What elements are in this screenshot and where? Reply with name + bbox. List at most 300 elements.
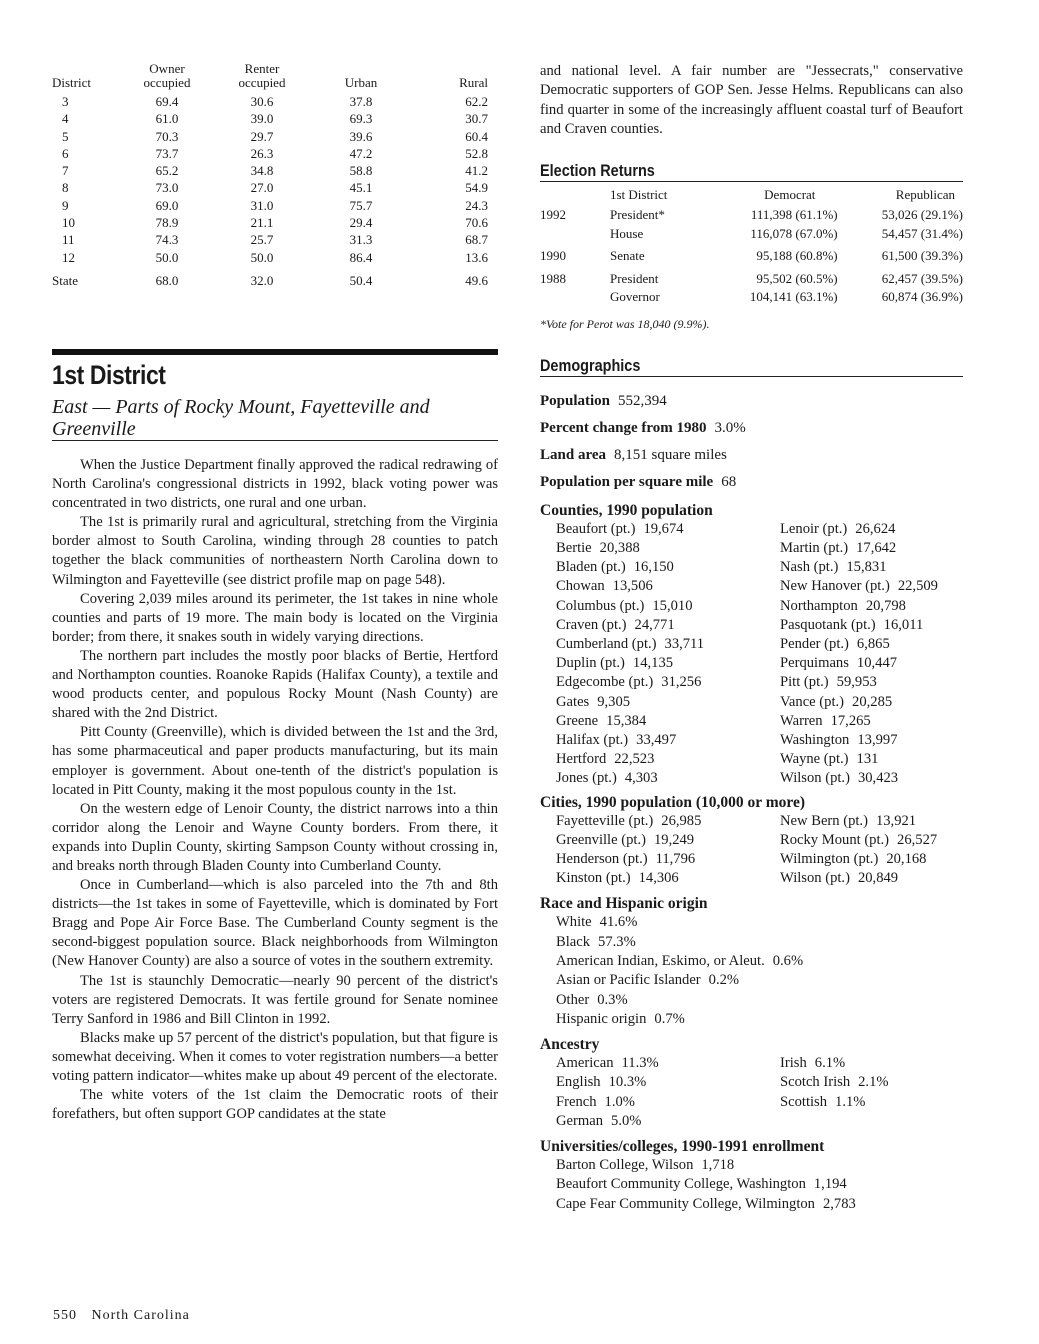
republican-result: 60,874 (36.9%) bbox=[881, 289, 963, 305]
county-item bbox=[556, 539, 780, 558]
housing-cell: 70.3 bbox=[155, 128, 179, 144]
county-item-value: 20,388 bbox=[599, 539, 640, 556]
universities-list bbox=[540, 1156, 963, 1214]
universities-heading: Universities/colleges, 1990-1991 enrollment bbox=[540, 1137, 825, 1155]
county-item bbox=[780, 673, 980, 692]
election-row bbox=[540, 288, 963, 307]
county-item-value: 9,305 bbox=[597, 693, 631, 710]
city-item-name: New Bern (pt.) bbox=[780, 812, 868, 829]
county-item bbox=[556, 750, 780, 769]
county-item-value: 16,150 bbox=[633, 559, 674, 576]
housing-cell: 29.7 bbox=[250, 128, 274, 144]
election-header-republican: Republican bbox=[895, 187, 955, 203]
housing-cell: 11 bbox=[62, 232, 75, 248]
county-item bbox=[780, 597, 980, 616]
housing-cell: 29.4 bbox=[349, 215, 373, 231]
housing-cell: 31.0 bbox=[250, 197, 274, 213]
county-item-name: Gates bbox=[556, 693, 590, 710]
democrat-result: 111,398 (61.1%) bbox=[750, 207, 838, 223]
ancestry-item-value: 6.1% bbox=[814, 1055, 846, 1072]
race-heading: Race and Hispanic origin bbox=[540, 895, 708, 913]
county-item-name: New Hanover (pt.) bbox=[780, 578, 890, 595]
election-header-year bbox=[540, 182, 610, 206]
housing-cell: 9 bbox=[62, 197, 69, 213]
ancestry-item bbox=[556, 1073, 780, 1092]
housing-row bbox=[52, 214, 498, 231]
city-item-name: Fayetteville (pt.) bbox=[556, 812, 654, 829]
demographics-section bbox=[540, 356, 963, 1214]
election-office: Senate bbox=[610, 248, 645, 264]
housing-cell: 52.8 bbox=[465, 145, 488, 161]
ancestry-item-name: Irish bbox=[780, 1055, 807, 1072]
housing-cell: 7 bbox=[62, 163, 69, 179]
county-item-value: 17,642 bbox=[856, 539, 897, 556]
district-subtitle: East — Parts of Rocky Mount, Fayetteville and Greenville bbox=[52, 396, 430, 440]
housing-row bbox=[52, 128, 498, 145]
county-item bbox=[556, 673, 780, 692]
demographics-heading: Demographics bbox=[540, 355, 641, 375]
republican-result: 54,457 (31.4%) bbox=[881, 225, 963, 241]
county-item-name: Halifax (pt.) bbox=[556, 731, 629, 748]
county-item bbox=[556, 616, 780, 635]
county-item-name: Beaufort (pt.) bbox=[556, 520, 636, 537]
democrat-result: 116,078 (67.0%) bbox=[750, 225, 838, 241]
ancestry-list bbox=[540, 1054, 963, 1131]
district-title: 1st District bbox=[52, 360, 166, 390]
housing-cell: 24.3 bbox=[465, 197, 488, 213]
race-item bbox=[556, 971, 963, 990]
housing-cell: 60.4 bbox=[465, 128, 488, 144]
county-item-name: Wilson (pt.) bbox=[780, 770, 850, 787]
housing-cell: 54.9 bbox=[465, 180, 488, 196]
housing-cell: 39.0 bbox=[250, 111, 274, 127]
housing-cell: 8 bbox=[62, 180, 69, 196]
election-header-district: 1st District bbox=[610, 187, 668, 203]
housing-cell: 45.1 bbox=[349, 180, 373, 196]
housing-cell: 65.2 bbox=[155, 163, 179, 179]
county-item bbox=[556, 731, 780, 750]
race-item-name: Other bbox=[556, 991, 590, 1008]
housing-cell: 34.8 bbox=[250, 163, 274, 179]
housing-cell: 73.0 bbox=[155, 180, 179, 196]
democrat-result: 95,188 (60.8%) bbox=[756, 248, 838, 264]
housing-cell: 13.6 bbox=[465, 249, 488, 265]
race-item-value: 57.3% bbox=[598, 933, 636, 950]
county-item bbox=[780, 712, 980, 731]
city-item-value: 20,168 bbox=[886, 850, 927, 867]
county-item-value: 15,010 bbox=[652, 597, 693, 614]
county-item bbox=[780, 750, 980, 769]
election-office: President* bbox=[610, 207, 665, 223]
race-item-name: Hispanic origin bbox=[556, 1010, 647, 1027]
ancestry-item bbox=[556, 1054, 780, 1073]
county-item bbox=[780, 558, 980, 577]
university-item bbox=[556, 1175, 963, 1194]
ancestry-item bbox=[780, 1073, 980, 1092]
county-item-name: Cumberland (pt.) bbox=[556, 635, 657, 652]
housing-cell: 5 bbox=[62, 128, 69, 144]
election-office: House bbox=[610, 225, 644, 241]
election-year: 1992 bbox=[540, 207, 566, 223]
county-item-value: 13,506 bbox=[612, 578, 653, 595]
county-item-name: Bladen (pt.) bbox=[556, 559, 626, 576]
election-office: President bbox=[610, 270, 659, 286]
ancestry-item-name: Scottish bbox=[780, 1093, 828, 1110]
county-item-value: 24,771 bbox=[634, 616, 675, 633]
cities-list bbox=[540, 812, 963, 889]
county-item-name: Craven (pt.) bbox=[556, 616, 627, 633]
ancestry-item-value: 2.1% bbox=[858, 1074, 889, 1091]
county-item bbox=[780, 769, 980, 788]
county-item-name: Northampton bbox=[780, 597, 858, 614]
body-paragraph: Covering 2,039 miles around its perimeter, the 1st takes in nine whole counties and parts of 19 more. The main body is located on the Virginia border; from there, it snakes south in widely varying directions. bbox=[52, 590, 498, 645]
election-row bbox=[540, 225, 963, 244]
housing-cell: State bbox=[52, 272, 78, 288]
housing-cell: 69.4 bbox=[155, 94, 179, 109]
county-item-name: Columbus (pt.) bbox=[556, 597, 645, 614]
county-item-name: Hertford bbox=[556, 751, 607, 768]
county-item-name: Greene bbox=[556, 712, 599, 729]
county-item-value: 15,831 bbox=[846, 559, 887, 576]
land-area-stat: Land area 8,151 square miles bbox=[540, 446, 727, 463]
city-item bbox=[780, 869, 980, 888]
ancestry-item bbox=[780, 1093, 980, 1112]
county-item bbox=[780, 654, 980, 673]
election-header-row bbox=[540, 182, 963, 206]
race-item-value: 0.3% bbox=[597, 991, 628, 1008]
city-item-value: 19,249 bbox=[653, 831, 695, 848]
perot-footnote: *Vote for Perot was 18,040 (9.9%). bbox=[540, 316, 710, 331]
district-body-text bbox=[52, 456, 498, 1124]
housing-cell: 68.0 bbox=[155, 272, 179, 288]
city-item-name: Rocky Mount (pt.) bbox=[780, 831, 890, 848]
election-office: Governor bbox=[610, 289, 660, 305]
housing-cell: 50.0 bbox=[250, 249, 274, 265]
ancestry-item bbox=[556, 1112, 780, 1131]
housing-row bbox=[52, 197, 498, 214]
university-item-value: 1,718 bbox=[701, 1156, 735, 1173]
election-returns-heading: Election Returns bbox=[540, 161, 655, 181]
housing-row bbox=[52, 162, 498, 179]
election-year bbox=[540, 225, 610, 244]
housing-cell: 69.0 bbox=[155, 197, 179, 213]
county-item-name: Perquimans bbox=[780, 655, 849, 672]
housing-cell: 69.3 bbox=[349, 111, 373, 127]
housing-header-row bbox=[52, 62, 498, 93]
ancestry-item bbox=[780, 1054, 980, 1073]
housing-cell: 31.3 bbox=[349, 232, 373, 248]
university-item bbox=[556, 1195, 963, 1214]
housing-table-container bbox=[52, 62, 498, 289]
housing-cell: 26.3 bbox=[250, 145, 274, 161]
housing-cell: 75.7 bbox=[349, 197, 373, 213]
county-item-name: Edgecombe (pt.) bbox=[556, 674, 654, 691]
body-paragraph: Pitt County (Greenville), which is divided between the 1st and the 3rd, has some pharmaceutical and paper products manufacturing, but its main employer is government. About one-tenth of the district's population is located in Pitt County, making it the most populous county in the 1st. bbox=[52, 724, 498, 798]
race-item-name: Black bbox=[556, 933, 591, 950]
race-item bbox=[556, 913, 963, 932]
housing-row bbox=[52, 93, 498, 110]
county-item-name: Duplin (pt.) bbox=[556, 655, 625, 672]
county-item-value: 31,256 bbox=[661, 674, 702, 691]
header-urban: Urban bbox=[344, 75, 378, 90]
city-item-value: 13,921 bbox=[875, 812, 917, 829]
county-item bbox=[556, 712, 780, 731]
population-stat: Population 552,394 bbox=[540, 392, 667, 409]
housing-row bbox=[52, 231, 498, 248]
election-year bbox=[540, 288, 610, 307]
body-paragraph: Once in Cumberland—which is also parceled into the 7th and 8th districts—the 1st takes in some of Fayetteville, which is dominated by Fort Bragg and Pope Air Force Base. The Cumberland County segment is the second-biggest population source. Black neighborhoods from Wilmington (New Hanover County) are also a source of votes in the southern extremity. bbox=[52, 877, 498, 970]
university-item bbox=[556, 1156, 963, 1175]
housing-cell: 30.6 bbox=[250, 94, 274, 109]
county-item-value: 26,624 bbox=[855, 520, 896, 537]
housing-cell: 21.1 bbox=[250, 215, 274, 231]
ancestry-item-value: 5.0% bbox=[611, 1112, 642, 1129]
city-item-name: Kinston (pt.) bbox=[556, 870, 631, 887]
subtitle-rule bbox=[52, 440, 498, 441]
housing-row bbox=[52, 110, 498, 127]
body-paragraph: On the western edge of Lenoir County, the district narrows into a thin corridor along the Lenoir and Wayne County borders. From there, it expands into Duplin County, skirting Sampson County without crossing in, and breaks north through Bladen County into Cumberland County. bbox=[52, 800, 498, 874]
race-item bbox=[556, 952, 963, 971]
ancestry-item-name: American bbox=[556, 1055, 614, 1072]
county-item-value: 22,523 bbox=[614, 751, 655, 768]
republican-result: 62,457 (39.5%) bbox=[881, 270, 963, 286]
university-item-value: 2,783 bbox=[822, 1195, 856, 1212]
republican-result: 53,026 (29.1%) bbox=[881, 207, 963, 223]
housing-cell: 47.2 bbox=[349, 145, 373, 161]
county-item-name: Nash (pt.) bbox=[780, 559, 839, 576]
ancestry-item-value: 1.0% bbox=[604, 1093, 635, 1110]
county-item-value: 17,265 bbox=[830, 712, 871, 729]
county-item bbox=[556, 597, 780, 616]
republican-result: 61,500 (39.3%) bbox=[881, 248, 963, 264]
continued-paragraph: and national level. A fair number are "Jessecrats," conservative Democratic supporters of GOP Sen. Jesse Helms. Republicans can also find quarter in some of the increasingly affluent coastal turf of Beaufort and Craven counties. bbox=[540, 63, 963, 137]
county-item-value: 22,509 bbox=[897, 578, 938, 595]
county-item-value: 15,384 bbox=[606, 712, 647, 729]
ancestry-item-name: Scotch Irish bbox=[780, 1074, 851, 1091]
county-item-name: Wayne (pt.) bbox=[780, 751, 849, 768]
page-number: 550 bbox=[53, 1308, 77, 1323]
race-item-value: 0.7% bbox=[654, 1010, 685, 1027]
race-item-value: 0.6% bbox=[772, 952, 804, 969]
housing-table bbox=[52, 62, 498, 289]
race-item bbox=[556, 991, 963, 1010]
body-paragraph: The 1st is primarily rural and agricultural, stretching from the Virginia border almost to South Carolina, winding through 28 counties to patch together the black communities of northeastern North Carolina down to Wilmington and Fayetteville (see district profile map on page 548). bbox=[52, 514, 498, 588]
county-item bbox=[556, 769, 780, 788]
page-footer bbox=[53, 1308, 190, 1324]
city-item-value: 26,527 bbox=[897, 831, 938, 848]
ancestry-item-value: 1.1% bbox=[835, 1093, 866, 1110]
university-item-name: Beaufort Community College, Washington bbox=[556, 1176, 806, 1193]
county-item-value: 10,447 bbox=[856, 655, 898, 672]
county-item-value: 30,423 bbox=[857, 770, 899, 787]
city-item bbox=[556, 850, 780, 869]
election-table bbox=[540, 182, 963, 307]
housing-row bbox=[52, 179, 498, 196]
housing-cell: 62.2 bbox=[465, 94, 488, 109]
ancestry-item-value: 10.3% bbox=[608, 1074, 647, 1091]
county-item-value: 19,674 bbox=[643, 520, 684, 537]
county-item bbox=[780, 577, 980, 596]
county-item-name: Warren bbox=[780, 712, 823, 729]
city-item-name: Henderson (pt.) bbox=[556, 850, 648, 867]
housing-cell: 39.6 bbox=[349, 128, 373, 144]
county-item-value: 33,711 bbox=[664, 635, 705, 652]
housing-cell: 68.7 bbox=[465, 232, 488, 248]
county-item-value: 4,303 bbox=[624, 770, 658, 787]
county-item-name: Chowan bbox=[556, 578, 605, 595]
ancestry-item-name: German bbox=[556, 1112, 604, 1129]
housing-cell: 25.7 bbox=[250, 232, 274, 248]
footer-state: North Carolina bbox=[91, 1308, 190, 1323]
county-item-value: 13,997 bbox=[857, 731, 898, 748]
body-paragraph: The 1st is staunchly Democratic—nearly 90 percent of the district's voters are registered Democrats. It was fertile ground for Senate nominee Terry Sanford in 1986 and Bill Clinton in 1992. bbox=[52, 972, 498, 1027]
election-row bbox=[540, 206, 963, 225]
county-item-name: Pender (pt.) bbox=[780, 635, 849, 652]
housing-cell: 10 bbox=[62, 215, 75, 231]
county-item bbox=[556, 654, 780, 673]
race-list bbox=[540, 913, 963, 1029]
housing-cell: 30.7 bbox=[465, 111, 488, 127]
housing-row bbox=[52, 249, 498, 266]
demographics-rule bbox=[540, 376, 963, 377]
city-item-value: 14,306 bbox=[638, 870, 679, 887]
county-item-name: Jones (pt.) bbox=[556, 770, 617, 787]
race-item-name: American Indian, Eskimo, or Aleut. bbox=[556, 952, 765, 969]
counties-list bbox=[540, 520, 963, 789]
county-item bbox=[780, 520, 980, 539]
housing-cell: 61.0 bbox=[155, 111, 179, 127]
body-paragraph: When the Justice Department finally approved the radical redrawing of North Carolina's congressional districts in 1992, black voting power was concentrated in two districts, one rural and one urban. bbox=[52, 457, 498, 512]
race-item bbox=[556, 1010, 963, 1029]
city-item bbox=[780, 831, 980, 850]
city-item-name: Wilson (pt.) bbox=[780, 870, 850, 887]
county-item-value: 131 bbox=[856, 751, 879, 768]
county-item-value: 20,285 bbox=[852, 693, 893, 710]
democrat-result: 104,141 (63.1%) bbox=[749, 289, 838, 305]
header-rural: Rural bbox=[459, 75, 488, 90]
county-item-name: Washington bbox=[780, 731, 850, 748]
county-item-value: 33,497 bbox=[636, 731, 677, 748]
housing-cell: 70.6 bbox=[465, 215, 488, 231]
county-item-value: 14,135 bbox=[632, 655, 674, 672]
density-stat: Population per square mile 68 bbox=[540, 473, 737, 490]
header-renter: Renter occupied bbox=[238, 61, 286, 90]
housing-cell: 49.6 bbox=[465, 272, 488, 288]
county-item bbox=[556, 520, 780, 539]
county-item-name: Lenoir (pt.) bbox=[780, 520, 848, 537]
university-item-name: Barton College, Wilson bbox=[556, 1156, 694, 1173]
right-column bbox=[540, 62, 963, 1214]
election-year: 1988 bbox=[540, 270, 566, 286]
race-item bbox=[556, 933, 963, 952]
county-item-value: 59,953 bbox=[836, 674, 877, 691]
city-item-name: Wilmington (pt.) bbox=[780, 850, 879, 867]
county-item bbox=[780, 635, 980, 654]
city-item-value: 26,985 bbox=[661, 812, 702, 829]
university-item-value: 1,194 bbox=[813, 1176, 847, 1193]
city-item-value: 20,849 bbox=[857, 870, 899, 887]
header-district: District bbox=[52, 75, 91, 90]
county-item bbox=[780, 693, 980, 712]
race-item-value: 41.6% bbox=[599, 914, 638, 931]
race-item-name: Asian or Pacific Islander bbox=[556, 972, 701, 989]
county-item bbox=[556, 577, 780, 596]
county-item bbox=[556, 558, 780, 577]
county-item-value: 16,011 bbox=[883, 616, 924, 633]
counties-heading: Counties, 1990 population bbox=[540, 501, 713, 519]
city-item bbox=[780, 812, 980, 831]
democrat-result: 95,502 (60.5%) bbox=[756, 270, 838, 286]
body-paragraph: The white voters of the 1st claim the Democratic roots of their forefathers, but often support GOP candidates at the state bbox=[52, 1087, 498, 1123]
race-item-name: White bbox=[556, 914, 592, 931]
city-item-value: 11,796 bbox=[655, 850, 696, 867]
city-item bbox=[556, 869, 780, 888]
body-paragraph: The northern part includes the mostly poor blacks of Bertie, Hertford and Northampton counties. Roanoke Rapids (Halifax County), a textile and wood products center, and populous Rocky Mount (Nash County) are shared with the 2nd District. bbox=[52, 647, 498, 722]
cities-heading: Cities, 1990 population (10,000 or more) bbox=[540, 793, 806, 811]
county-item-name: Martin (pt.) bbox=[780, 539, 849, 556]
city-item bbox=[556, 812, 780, 831]
county-item bbox=[780, 731, 980, 750]
housing-cell: 37.8 bbox=[349, 94, 373, 109]
housing-cell: 41.2 bbox=[465, 163, 488, 179]
county-item-value: 6,865 bbox=[856, 635, 890, 652]
county-item-name: Pitt (pt.) bbox=[780, 674, 829, 691]
ancestry-item-value: 11.3% bbox=[621, 1055, 659, 1072]
housing-row bbox=[52, 145, 498, 162]
header-owner: Owner occupied bbox=[143, 61, 191, 90]
ancestry-item-name: English bbox=[556, 1074, 601, 1091]
housing-cell: 86.4 bbox=[349, 249, 373, 265]
county-item-name: Pasquotank (pt.) bbox=[780, 616, 876, 633]
election-year: 1990 bbox=[540, 248, 566, 264]
ancestry-item bbox=[556, 1093, 780, 1112]
county-item-value: 20,798 bbox=[865, 597, 906, 614]
housing-cell: 50.0 bbox=[155, 249, 179, 265]
percent-change-stat: Percent change from 1980 3.0% bbox=[540, 419, 746, 436]
ancestry-heading: Ancestry bbox=[540, 1036, 600, 1054]
housing-cell: 3 bbox=[62, 94, 69, 109]
county-item bbox=[556, 635, 780, 654]
election-header-democrat: Democrat bbox=[764, 187, 816, 203]
county-item bbox=[780, 539, 980, 558]
housing-cell: 6 bbox=[62, 145, 69, 161]
county-item-name: Vance (pt.) bbox=[780, 693, 845, 710]
ancestry-item-name: French bbox=[556, 1093, 597, 1110]
city-item bbox=[780, 850, 980, 869]
housing-cell: 58.8 bbox=[349, 163, 373, 179]
race-item-value: 0.2% bbox=[708, 972, 740, 989]
city-item-name: Greenville (pt.) bbox=[556, 831, 646, 848]
housing-cell: 73.7 bbox=[155, 145, 179, 161]
university-item-name: Cape Fear Community College, Wilmington bbox=[556, 1195, 815, 1212]
housing-cell: 12 bbox=[62, 249, 75, 265]
election-row bbox=[540, 243, 963, 266]
city-item bbox=[556, 831, 780, 850]
county-item-name: Bertie bbox=[556, 539, 592, 556]
county-item bbox=[780, 616, 980, 635]
county-item bbox=[556, 693, 780, 712]
housing-cell: 32.0 bbox=[250, 272, 274, 288]
body-paragraph: Blacks make up 57 percent of the district's population, but that figure is somewhat deceiving. When it comes to voter registration numbers—a better voting pattern indicator—whites make up about 49 percent of the electorate. bbox=[52, 1029, 498, 1084]
housing-cell: 78.9 bbox=[155, 215, 179, 231]
housing-cell: 27.0 bbox=[250, 180, 274, 196]
housing-cell: 50.4 bbox=[349, 272, 373, 288]
housing-state-row bbox=[52, 266, 498, 289]
election-returns-section bbox=[540, 161, 963, 332]
housing-cell: 4 bbox=[62, 111, 69, 127]
district-heavy-rule bbox=[52, 349, 498, 355]
housing-cell: 74.3 bbox=[155, 232, 179, 248]
